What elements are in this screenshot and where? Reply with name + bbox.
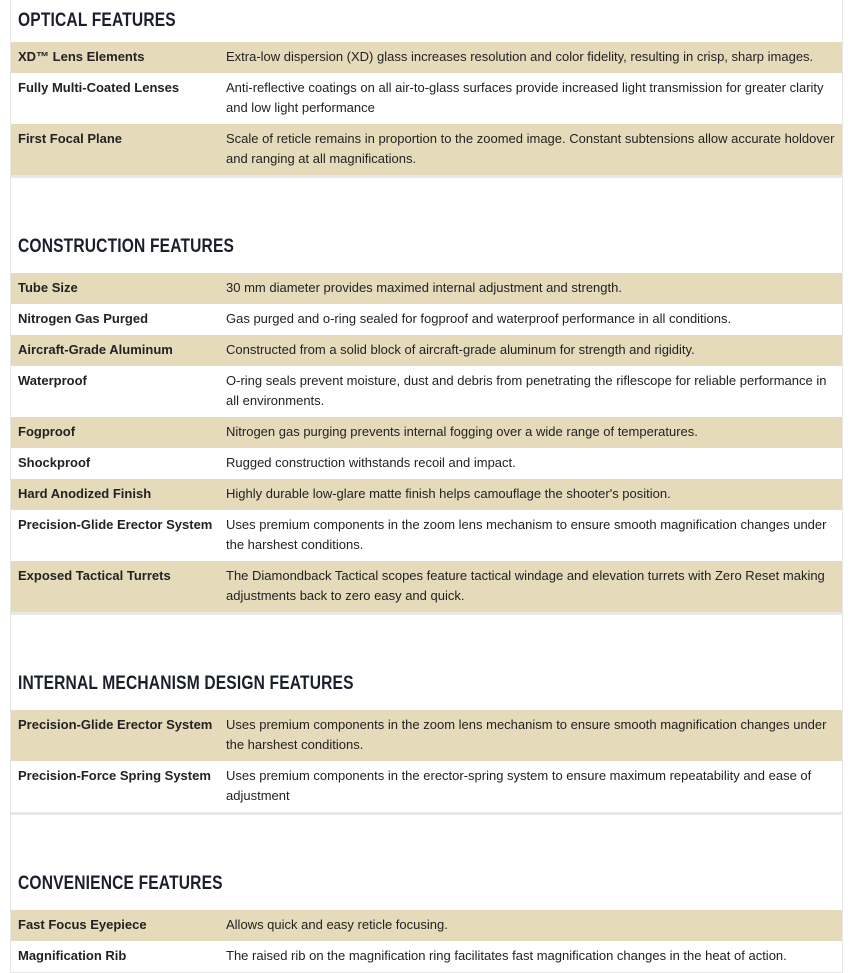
- feature-label: First Focal Plane: [18, 131, 123, 146]
- table-row: [11, 124, 842, 175]
- feature-table: [11, 273, 842, 612]
- table-row: [11, 761, 842, 812]
- table-row: [11, 510, 842, 561]
- feature-label: Waterproof: [18, 373, 87, 388]
- table-row: [11, 366, 842, 417]
- section-heading: [11, 178, 842, 273]
- table-row: [11, 73, 842, 124]
- section-heading: [11, 815, 842, 910]
- feature-description: Uses premium components in the zoom lens mechanism to ensure smooth magnification changes under the harshest conditions.: [226, 517, 827, 552]
- feature-label: Precision-Glide Erector System: [18, 717, 213, 732]
- table-row: [11, 417, 842, 448]
- feature-label: Precision-Glide Erector System: [18, 517, 213, 532]
- feature-description: Uses premium components in the zoom lens mechanism to ensure smooth magnification changes under the harshest conditions.: [226, 717, 827, 752]
- section-heading: [11, 0, 842, 42]
- feature-description: Nitrogen gas purging prevents internal fogging over a wide range of temperatures.: [226, 424, 698, 439]
- feature-description: Uses premium components in the erector-spring system to ensure maximum repeatability and ease of adjustment: [226, 768, 812, 803]
- section-title: CONSTRUCTION FEATURES: [18, 236, 235, 257]
- feature-label: Shockproof: [18, 455, 91, 470]
- feature-description: 30 mm diameter provides maximed internal adjustment and strength.: [226, 280, 622, 295]
- feature-label: Nitrogen Gas Purged: [18, 311, 149, 326]
- feature-table: [11, 710, 842, 812]
- feature-section: [11, 178, 842, 615]
- table-row: [11, 42, 842, 73]
- feature-label: Fogproof: [18, 424, 76, 439]
- feature-label: XD™ Lens Elements: [18, 49, 145, 64]
- feature-description: O-ring seals prevent moisture, dust and debris from penetrating the riflescope for reliable performance in all environments.: [226, 373, 827, 408]
- feature-label: Magnification Rib: [18, 948, 127, 963]
- feature-table: [11, 910, 842, 972]
- feature-label: Tube Size: [18, 280, 78, 295]
- table-row: [11, 710, 842, 761]
- feature-description: Gas purged and o-ring sealed for fogproof and waterproof performance in all conditions.: [226, 311, 732, 326]
- feature-section: [11, 615, 842, 815]
- feature-description: Rugged construction withstands recoil and impact.: [226, 455, 516, 470]
- feature-label: Hard Anodized Finish: [18, 486, 152, 501]
- feature-section: [11, 0, 842, 178]
- feature-label: Fast Focus Eyepiece: [18, 917, 147, 932]
- table-row: [11, 335, 842, 366]
- table-row: [11, 479, 842, 510]
- section-heading: [11, 615, 842, 710]
- feature-label: Exposed Tactical Turrets: [18, 568, 171, 583]
- feature-table: [11, 42, 842, 175]
- section-title: INTERNAL MECHANISM DESIGN FEATURES: [18, 673, 354, 694]
- feature-description: Anti-reflective coatings on all air-to-glass surfaces provide increased light transmission for greater clarity and low light performance: [226, 80, 824, 115]
- feature-label: Precision-Force Spring System: [18, 768, 211, 783]
- feature-description: Highly durable low-glare matte finish helps camouflage the shooter's position.: [226, 486, 671, 501]
- feature-description: Constructed from a solid block of aircraft-grade aluminum for strength and rigidity.: [226, 342, 695, 357]
- feature-section: [11, 815, 842, 972]
- table-row: [11, 941, 842, 972]
- section-title: CONVENIENCE FEATURES: [18, 873, 223, 894]
- table-row: [11, 273, 842, 304]
- table-row: [11, 448, 842, 479]
- section-title: OPTICAL FEATURES: [18, 10, 176, 31]
- feature-label: Aircraft-Grade Aluminum: [18, 342, 173, 357]
- features-container: [10, 0, 843, 973]
- feature-description: Scale of reticle remains in proportion to the zoomed image. Constant subtensions allow accurate holdover and ranging at all magnifications.: [226, 131, 835, 166]
- feature-label: Fully Multi-Coated Lenses: [18, 80, 180, 95]
- feature-description: The Diamondback Tactical scopes feature tactical windage and elevation turrets with Zero Reset making adjustments back to zero easy and quick.: [226, 568, 825, 603]
- table-row: [11, 910, 842, 941]
- table-row: [11, 304, 842, 335]
- feature-description: The raised rib on the magnification ring facilitates fast magnification changes in the heat of action.: [226, 948, 787, 963]
- table-row: [11, 561, 842, 612]
- feature-description: Extra-low dispersion (XD) glass increases resolution and color fidelity, resulting in crisp, sharp images.: [226, 49, 814, 64]
- feature-description: Allows quick and easy reticle focusing.: [226, 917, 448, 932]
